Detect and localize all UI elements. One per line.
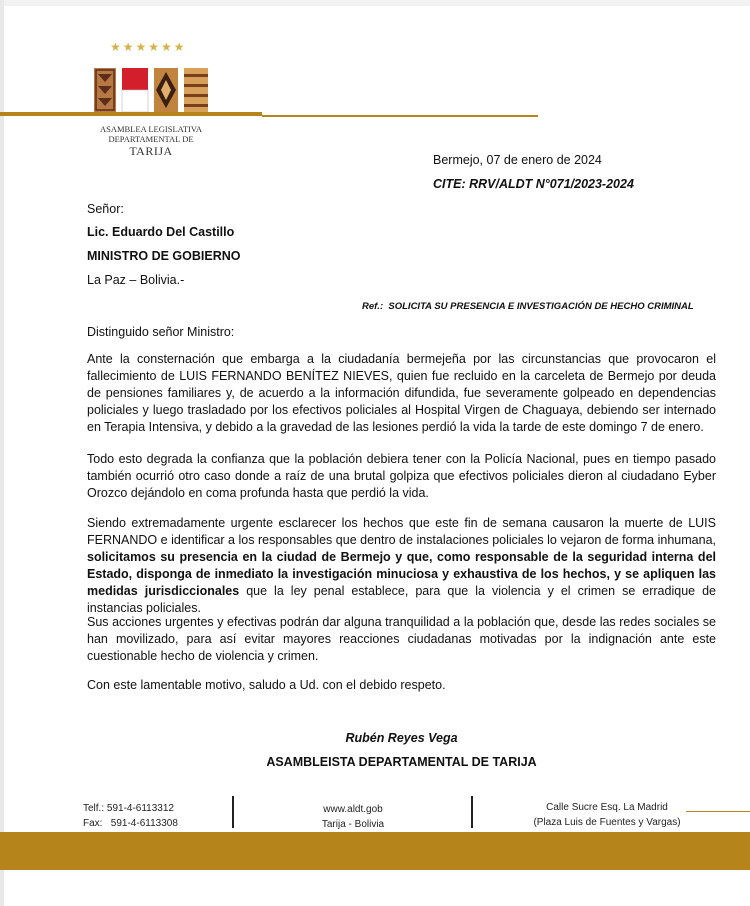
logo-caption bbox=[96, 124, 206, 156]
footer-accent-line bbox=[686, 811, 750, 812]
page-top-edge bbox=[0, 0, 750, 6]
stars-icon: ★★★★★★ bbox=[110, 40, 187, 54]
paragraph-3-closing: que la ley penal establece, para que la violencia y el crimen se erradique de instancias policiales. bbox=[87, 584, 716, 615]
signer-title: ASAMBLEISTA DEPARTAMENTAL DE TARIJA bbox=[266, 755, 537, 769]
salutation-to: Señor: bbox=[87, 202, 124, 216]
greeting: Distinguido señor Ministro: bbox=[87, 325, 235, 339]
paragraph-5: Con este lamentable motivo, saludo a Ud. con el debido respeto. bbox=[87, 678, 446, 692]
footer-address-line-2: (Plaza Luis de Fuentes y Vargas) bbox=[533, 817, 681, 828]
textile-pattern-diamond-icon bbox=[154, 68, 178, 112]
logo-line-3: TARIJA bbox=[129, 144, 173, 158]
paragraph-2: Todo esto degrada la confianza que la población debiera tener con la Policía Nacional, pues en tiempo pasado también ocurrió otro caso donde a raíz de una brutal golpiza que efectivos policiales dieron al ciudadano Eyber Orozco dejándolo en coma profunda hasta que perdió la vida. bbox=[87, 452, 716, 500]
flag-icon bbox=[122, 68, 148, 112]
header-rule-thin bbox=[262, 115, 538, 117]
footer-fax: Fax: 591-4-6113308 bbox=[83, 818, 178, 829]
page-left-edge bbox=[0, 0, 4, 906]
paragraph-3-intro: Siendo extremadamente urgente esclarecer los hechos que este fin de semana causaron la muerte de LUIS FERNANDO e identificar a los responsables que dentro de instalaciones policiales lo vejaron de forma inhumana, bbox=[87, 516, 716, 547]
signer-name: Rubén Reyes Vega bbox=[345, 731, 458, 745]
letter-cite: CITE: RRV/ALDT N°071/2023-2024 bbox=[433, 177, 634, 191]
recipient-title: MINISTRO DE GOBIERNO bbox=[87, 249, 241, 263]
footer-address bbox=[522, 800, 692, 830]
letter-date: Bermejo, 07 de enero de 2024 bbox=[433, 153, 602, 167]
recipient-name: Lic. Eduardo Del Castillo bbox=[87, 225, 235, 239]
logo-line-1: ASAMBLEA LEGISLATIVA bbox=[99, 124, 203, 134]
paragraph-3 bbox=[87, 515, 716, 617]
header-rule-thick bbox=[0, 112, 262, 116]
paragraph-3-request: solicitamos su presencia en la ciudad de Bermejo y que, como responsable de la seguridad interna del Estado, disponga de inmediato la investigación minuciosa y exhaustiva de los hechos, y se apliquen las medidas jurisdiccionales bbox=[87, 550, 716, 598]
recipient-place: La Paz – Bolivia.- bbox=[87, 273, 185, 287]
reference-label: Ref.: bbox=[362, 301, 384, 312]
paragraph-1: Ante la consternación que embarga a la ciudadanía bermejeña por las circunstancias que provocaron el fallecimiento de LUIS FERNANDO BENÍTEZ NIEVES, quien fue recluido en la carceleta de Bermejo por deuda de pensiones familiares y, de acuerdo a la información difundida, fue severamente golpeado en dependencias policiales y luego trasladado por los efectivos policiales al Hospital Virgen de Chaguaya, debiendo ser internado en Terapia Intensiva, y debido a la gravedad de las lesiones perdió la vida la tarde de este domingo 7 de enero. bbox=[87, 352, 716, 434]
footer-city: Tarija - Bolivia bbox=[321, 819, 385, 830]
paragraph-4: Sus acciones urgentes y efectivas podrán dar alguna tranquilidad a la población que, desde las redes sociales se han movilizado, para así evitar mayores reacciones ciudadanas motivadas por la indignación ante este cuestionable hecho de violencia y crimen. bbox=[87, 615, 716, 663]
reference-text: SOLICITA SU PRESENCIA E INVESTIGACIÓN DE HECHO CRIMINAL bbox=[388, 301, 694, 312]
footer-website: www.aldt.gob bbox=[323, 804, 383, 815]
footer-divider-right bbox=[471, 796, 473, 828]
textile-pattern-stripes-icon bbox=[184, 68, 208, 112]
reference-line bbox=[362, 298, 694, 315]
footer-phone: Telf.: 591-4-6113312 bbox=[83, 803, 174, 814]
footer-contact bbox=[83, 801, 178, 831]
footer-web bbox=[300, 802, 406, 832]
footer-divider-left bbox=[232, 796, 234, 828]
footer-address-line-1: Calle Sucre Esq. La Madrid bbox=[546, 802, 668, 813]
footer-gold-band bbox=[0, 832, 750, 870]
logo-line-2: DEPARTAMENTAL DE bbox=[108, 134, 194, 144]
textile-pattern-left-icon bbox=[94, 68, 116, 112]
